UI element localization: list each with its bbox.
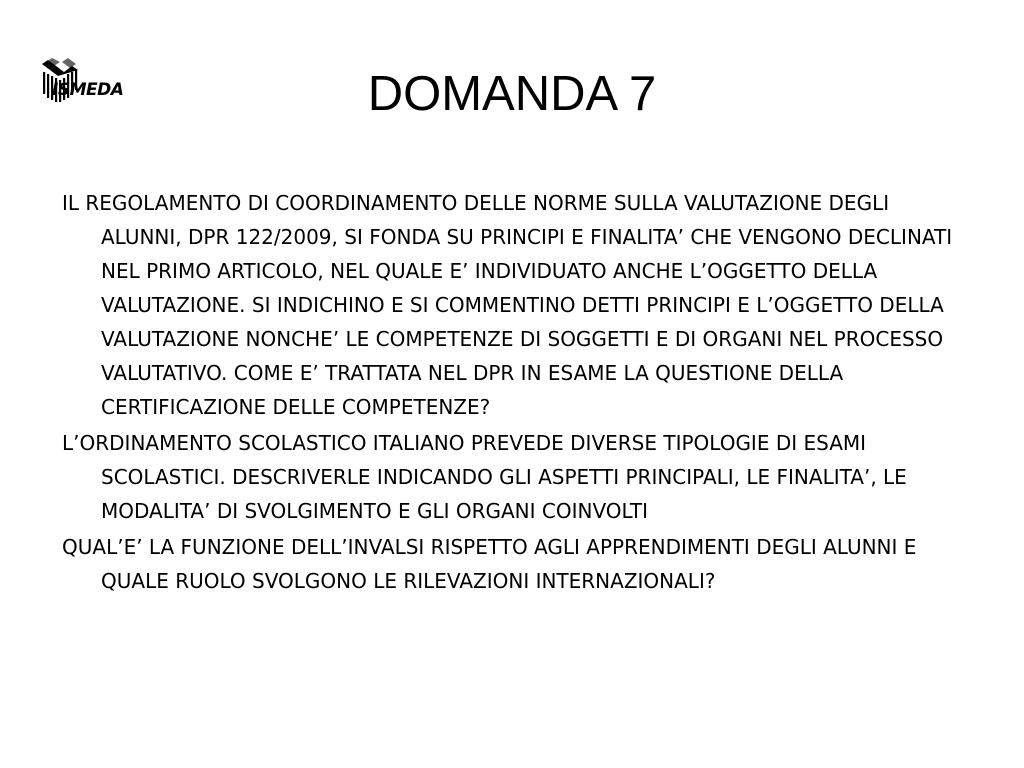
question-paragraph-1: IL REGOLAMENTO DI COORDINAMENTO DELLE NORME SULLA VALUTAZIONE DEGLI ALUNNI, DPR 122/2009, SI FONDA SU PRINCIPI E FINALITA’ CHE VENGONO DECLINATI NEL PRIMO ARTICOLO, NEL QUALE E’ INDIVIDUATO ANCHE L’OGGETTO DELLA VALUTAZIONE. SI INDICHINO E SI COMMENTINO DETTI PRINCIPI E L’OGGETTO DELLA VALUTAZIONE NONCHE’ LE COMPETENZE DI SOGGETTI E DI ORGANI NEL PROCESSO VALUTATIVO. COME E’ TRATTATA NEL DPR IN ESAME LA QUESTIONE DELLA CERTIFICAZIONE DELLE COMPETENZE? xyxy=(62,191,953,419)
question-paragraph-3: QUAL’E’ LA FUNZIONE DELL’INVALSI RISPETTO AGLI APPRENDIMENTI DEGLI ALUNNI E QUALE RUOLO SVOLGONO LE RILEVAZIONI INTERNAZIONALI? xyxy=(62,535,917,593)
question-list xyxy=(62,186,972,600)
slide-title: DOMANDA 7 xyxy=(367,67,657,121)
question-paragraph-2: L’ORDINAMENTO SCOLASTICO ITALIANO PREVEDE DIVERSE TIPOLOGIE DI ESAMI SCOLASTICI. DESCRIVERLE INDICANDO GLI ASPETTI PRINCIPALI, LE FINALITA’, LE MODALITA’ DI SVOLGIMENTO E GLI ORGANI COINVOLTI xyxy=(62,431,907,523)
logo-text: ISMEDA xyxy=(52,80,124,100)
